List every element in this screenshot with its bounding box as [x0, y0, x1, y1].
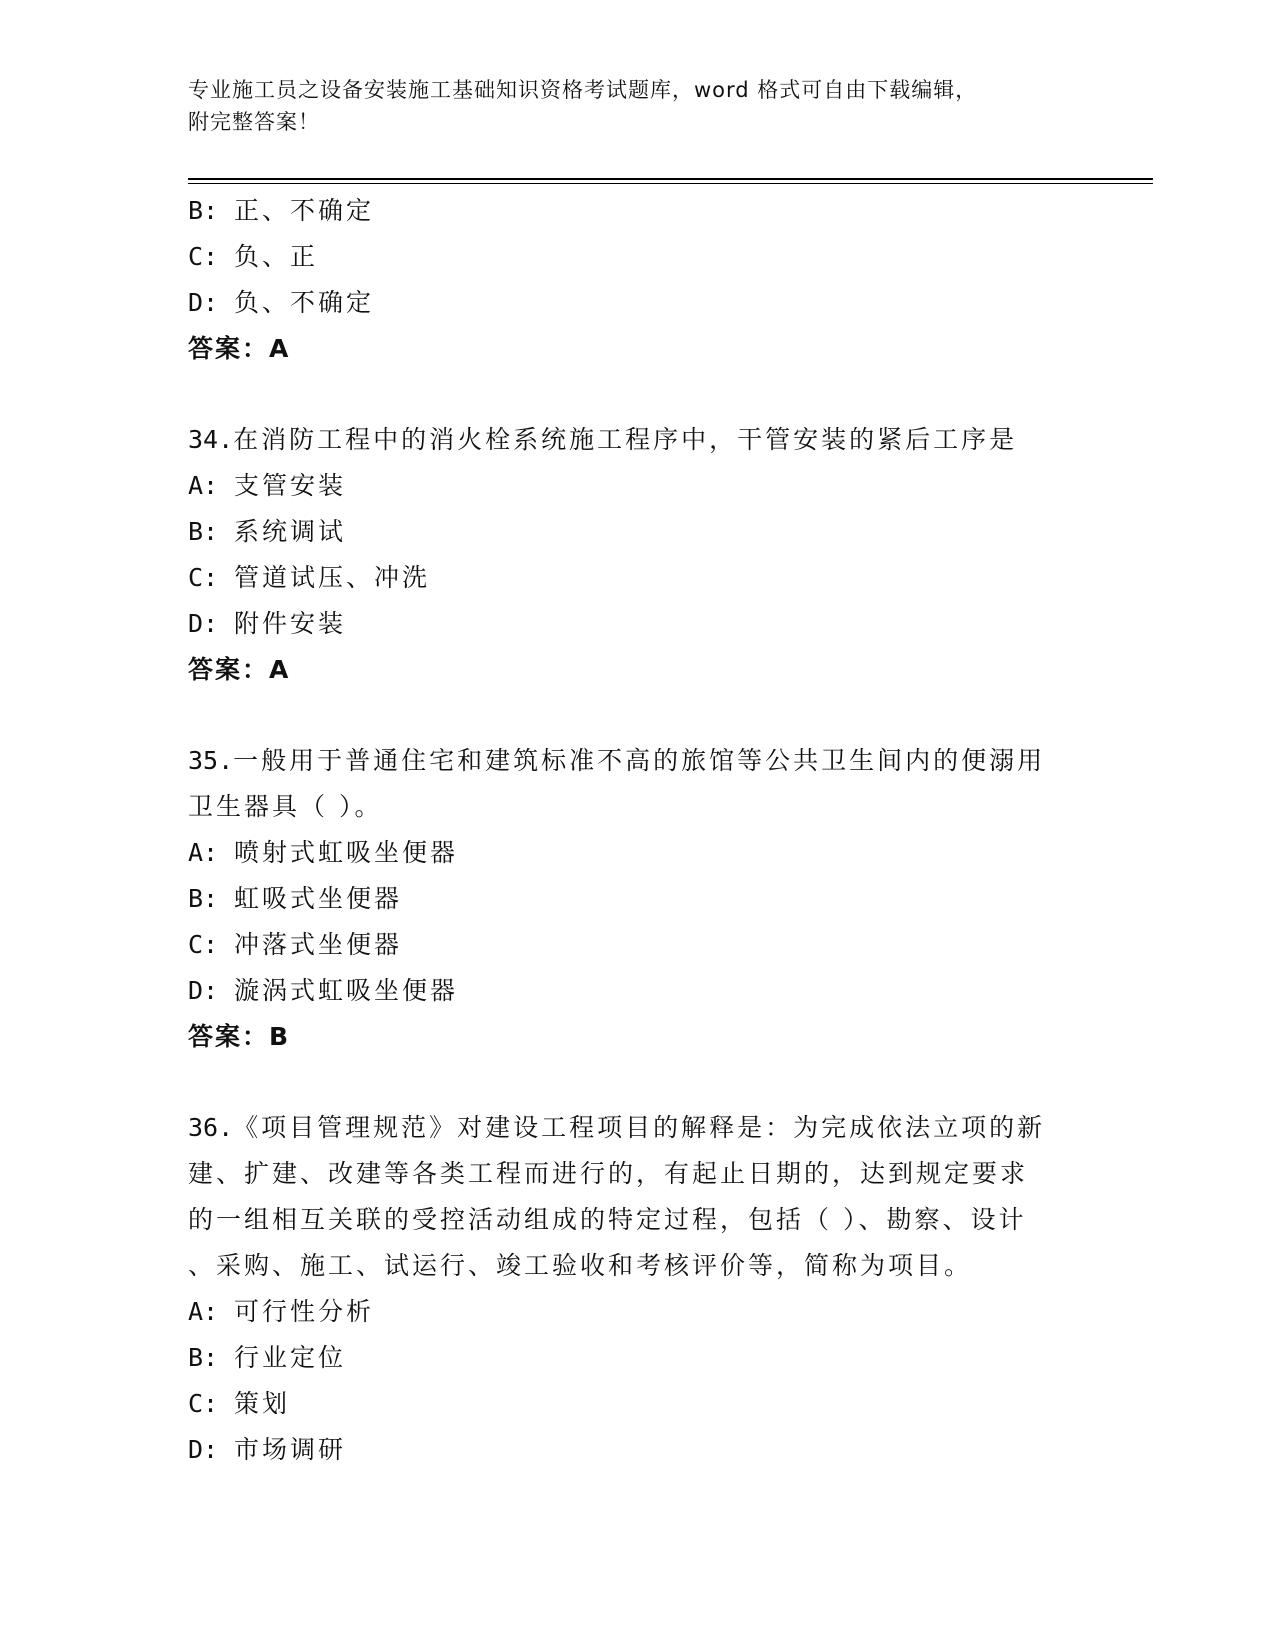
- option-text: 冲落式坐便器: [234, 930, 403, 959]
- option-c: [188, 922, 1088, 968]
- header-divider-thick: [188, 178, 1153, 180]
- question-text: 《项目管理规范》对建设工程项目的解释是：为完成依法立项的新: [233, 1113, 1046, 1142]
- option-letter: D:: [188, 1435, 219, 1464]
- option-letter: B:: [188, 196, 219, 225]
- option-a: [188, 463, 1088, 509]
- question-text: 一般用于普通住宅和建筑标准不高的旅馆等公共卫生间内的便溺用: [233, 746, 1046, 775]
- question-stem: [188, 417, 1088, 463]
- option-text: 漩涡式虹吸坐便器: [234, 976, 459, 1005]
- question-stem: [188, 738, 1088, 784]
- option-text: 附件安装: [234, 609, 347, 638]
- option-letter: C:: [188, 1389, 219, 1418]
- option-a: [188, 830, 1088, 876]
- question-35: [188, 738, 1088, 1060]
- option-text: 市场调研: [234, 1435, 347, 1464]
- option-text: 负、正: [234, 242, 319, 271]
- option-text: 正、不确定: [234, 196, 375, 225]
- question-text-continued: 建、扩建、改建等各类工程而进行的，有起止日期的，达到规定要求: [188, 1159, 1029, 1188]
- answer-line: [188, 326, 1088, 372]
- option-text: 喷射式虹吸坐便器: [234, 838, 459, 867]
- option-d: [188, 968, 1088, 1014]
- question-stem: [188, 1105, 1088, 1151]
- option-d: [188, 601, 1088, 647]
- answer-label: 答案：: [188, 1022, 270, 1051]
- question-number: 36.: [188, 1113, 234, 1142]
- option-d: [188, 1427, 1088, 1473]
- option-d: [188, 280, 1088, 326]
- question-text: 在消防工程中的消火栓系统施工程序中，干管安装的紧后工序是: [233, 425, 1018, 454]
- option-letter: A:: [188, 838, 219, 867]
- option-b: [188, 876, 1088, 922]
- header-line-2: 附完整答案！: [188, 110, 320, 134]
- header-divider-thin: [188, 183, 1153, 184]
- option-text: 支管安装: [234, 471, 347, 500]
- answer-line: [188, 647, 1088, 693]
- question-text-continued: 的一组相互关联的受控活动组成的特定过程，包括（ ）、勘察、设计: [188, 1205, 1027, 1234]
- option-letter: B:: [188, 884, 219, 913]
- option-a: [188, 1289, 1088, 1335]
- option-letter: D:: [188, 609, 219, 638]
- option-letter: A:: [188, 1297, 219, 1326]
- answer-value: B: [269, 1022, 292, 1051]
- option-letter: C:: [188, 930, 219, 959]
- header-line-1: 专业施工员之设备安装施工基础知识资格考试题库，word 格式可自由下载编辑，: [188, 78, 978, 102]
- option-letter: B:: [188, 1343, 219, 1372]
- question-36: [188, 1105, 1088, 1473]
- question-33-tail: [188, 188, 1088, 372]
- question-34: [188, 417, 1088, 693]
- option-b: [188, 509, 1088, 555]
- option-text: 可行性分析: [234, 1297, 375, 1326]
- question-content: [188, 188, 1088, 1473]
- option-c: [188, 555, 1088, 601]
- option-text: 虹吸式坐便器: [234, 884, 403, 913]
- answer-label: 答案：: [188, 334, 270, 363]
- document-header: [188, 74, 1068, 138]
- option-letter: C:: [188, 563, 219, 592]
- question-number: 35.: [188, 746, 234, 775]
- option-letter: B:: [188, 517, 219, 546]
- option-b: [188, 1335, 1088, 1381]
- option-letter: D:: [188, 976, 219, 1005]
- question-text-continued: 卫生器具（ ）。: [188, 792, 383, 821]
- option-text: 负、不确定: [234, 288, 375, 317]
- question-text-continued: 、采购、施工、试运行、竣工验收和考核评价等，简称为项目。: [188, 1251, 973, 1280]
- answer-value: A: [269, 655, 292, 684]
- option-c: [188, 1381, 1088, 1427]
- option-b: [188, 188, 1088, 234]
- question-number: 34.: [188, 425, 234, 454]
- option-letter: C:: [188, 242, 219, 271]
- answer-value: A: [269, 334, 292, 363]
- answer-line: [188, 1014, 1088, 1060]
- option-letter: A:: [188, 471, 219, 500]
- option-text: 行业定位: [234, 1343, 347, 1372]
- option-text: 管道试压、冲洗: [234, 563, 431, 592]
- option-letter: D:: [188, 288, 219, 317]
- option-c: [188, 234, 1088, 280]
- option-text: 系统调试: [234, 517, 347, 546]
- answer-label: 答案：: [188, 655, 270, 684]
- option-text: 策划: [234, 1389, 291, 1418]
